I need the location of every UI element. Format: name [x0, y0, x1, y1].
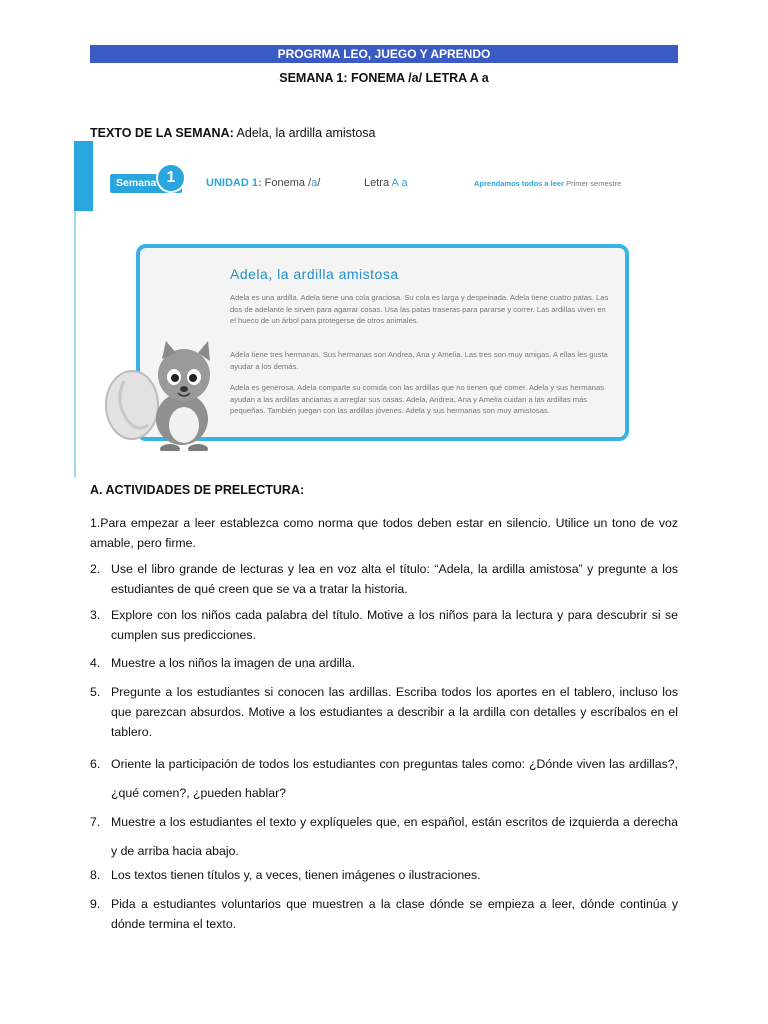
list-item-number: 3.: [90, 608, 101, 622]
list-item-text: Pregunte a los estudiantes si conocen las ardillas. Escriba todos los aportes en el tablero, incluso los que parezcan absurdos. Motive a los estudiantes a describir a la ardilla con detalles y escríbalos en el tablero.: [111, 685, 678, 739]
list-item-text: Los textos tienen títulos y, a veces, tienen imágenes o ilustraciones.: [111, 868, 481, 882]
letra-text: Letra: [364, 177, 392, 189]
list-item-number: 5.: [90, 685, 101, 699]
list-item-text: Explore con los niños cada palabra del título. Motive a los niños para la lectura y para descubrir si se cumplen sus predicciones.: [111, 608, 678, 642]
series-label: [474, 179, 621, 188]
program-banner: PROGRMA LEO, JUEGO Y APRENDO: [90, 45, 678, 63]
activity-intro: [90, 513, 678, 553]
list-item-text: Pida a estudiantes voluntarios que muestren a la clase dónde se empieza a leer, dónde continúa y dónde termina el texto.: [111, 897, 678, 931]
series-title: Aprendamos todos a leer: [474, 179, 565, 188]
book-side-tab: [74, 141, 93, 211]
list-item-text: Muestre a los niños la imagen de una ardilla.: [111, 656, 356, 670]
fonema-label: Fonema /: [261, 177, 312, 189]
story-paragraph-3: Adela es generosa. Adela comparte su comida con las ardillas que no tienen qué comer. Adela y sus hermanas ayudan a las ardillas ancianas a arreglar sus casas. Adela, Andrea, Ana y Amelia cuidan a las ardillas más pequeñas. También juegan con las ardillas jóvenes. Adela y sus hermanas son muy amistosas.: [230, 383, 605, 416]
squirrel-illustration: [94, 341, 224, 451]
unidad-label: [206, 177, 320, 189]
book-side-line: [74, 211, 76, 477]
text-of-week-label: TEXTO DE LA SEMANA:: [90, 126, 234, 140]
unidad-title: UNIDAD 1:: [206, 177, 262, 189]
list-item-text: Oriente la participación de todos los estudiantes con preguntas tales como: ¿Dónde viven las ardillas?, ¿qué comen?, ¿pueden hablar?: [111, 757, 678, 800]
text-of-week-title: Adela, la ardilla amistosa: [233, 126, 376, 140]
list-item-number: 7.: [90, 815, 101, 829]
text-of-week: [90, 126, 376, 140]
book-page-image: [74, 141, 680, 477]
list-item-text: Use el libro grande de lecturas y lea en voz alta el título: “Adela, la ardilla amistosa” y pregunte a los estudiantes de qué creen que se va a tratar la historia.: [111, 562, 678, 596]
activity-intro-text: 1.Para empezar a leer establezca como norma que todos deben estar en silencio. Utilice un tono de voz amable, pero firme.: [90, 516, 678, 550]
story-title: Adela, la ardilla amistosa: [230, 266, 399, 282]
list-item-number: 4.: [90, 656, 101, 670]
semana-badge: Semana: [110, 174, 182, 193]
list-item-number: 9.: [90, 897, 101, 911]
list-item-number: 6.: [90, 757, 101, 771]
letra-value: A a: [391, 177, 408, 189]
semester-label: Primer semestre: [564, 179, 622, 188]
letra-label: [364, 177, 407, 189]
list-item-text: Muestre a los estudiantes el texto y explíqueles que, en español, están escritos de izquierda a derecha y de arriba hacia abajo.: [111, 815, 678, 858]
fonema-close: /: [317, 177, 321, 189]
semana-number: 1: [156, 163, 186, 193]
list-item-number: 2.: [90, 562, 101, 576]
week-subtitle: SEMANA 1: FONEMA /a/ LETRA A a: [279, 71, 489, 85]
story-paragraph-2: Adela tiene tres hermanas. Sus hermanas son Andrea, Ana y Amelia. Las tres son muy amigas. A ellas les gusta ayudar a los demás.: [230, 350, 608, 371]
story-paragraph-1: Adela es una ardilla. Adela tiene una cola graciosa. Su cola es larga y despeinada. Adela tiene cuatro patas. Las dos de adelante le sirven para agarrar cosas. Usa las patas traseras para pararse y correr. Las ardillas viven en el hueco de un árbol para protegerse de otros animales.: [230, 293, 609, 326]
activities-heading: A. ACTIVIDADES DE PRELECTURA:: [90, 483, 305, 497]
list-item-number: 8.: [90, 868, 101, 882]
fonema-value: a: [311, 177, 318, 189]
